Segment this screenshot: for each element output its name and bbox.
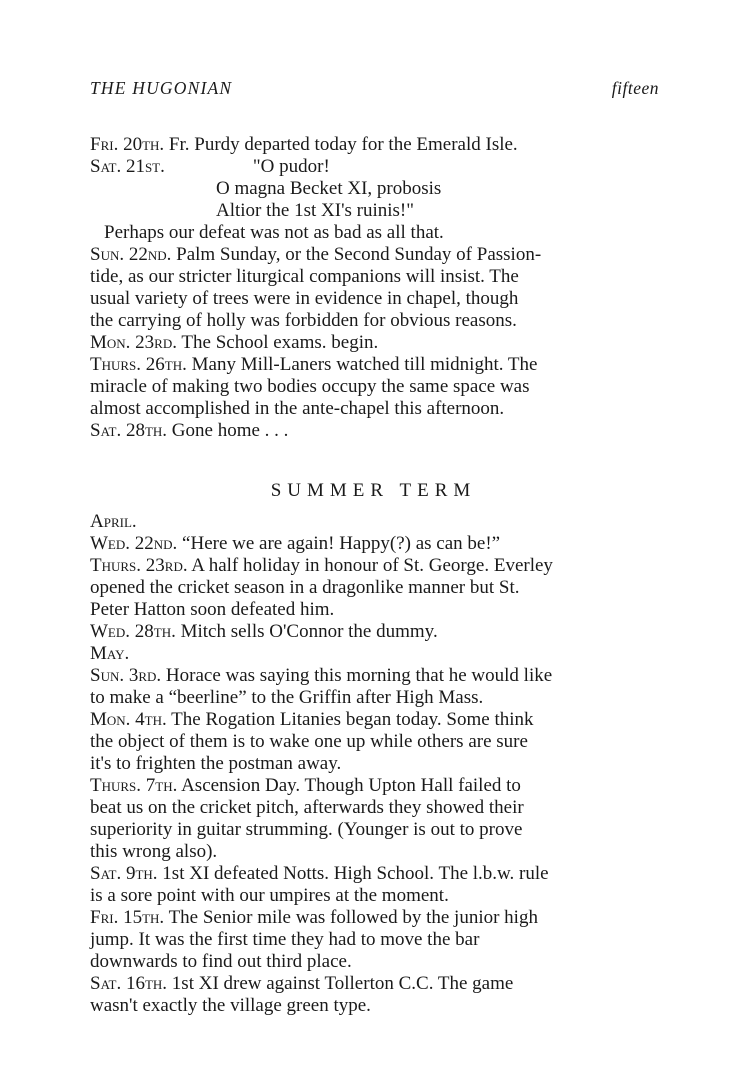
month-heading: May. <box>90 643 130 664</box>
page-number: fifteen <box>611 78 659 98</box>
entry-date: Fri. 15th. <box>90 907 165 928</box>
entry-line: Many Mill-Laners watched till midnight. The <box>191 354 538 375</box>
diary-entry <box>90 907 660 973</box>
diary-entry <box>90 354 660 420</box>
entry-date: Thurs. 23rd. <box>90 555 188 576</box>
entry-date: Sat. 28th. <box>90 420 168 441</box>
diary-summer-section <box>90 511 660 1017</box>
entry-line: usual variety of trees were in evidence in chapel, though <box>90 288 519 309</box>
entry-line: opened the cricket season in a dragonlike manner but St. <box>90 577 520 598</box>
entry-line: to make a “beerline” to the Griffin after High Mass. <box>90 687 484 708</box>
entry-line: Horace was saying this morning that he would like <box>165 665 553 686</box>
entry-date: Wed. 22nd. <box>90 533 178 554</box>
diary-entry <box>90 156 660 178</box>
month-heading: April. <box>90 511 137 532</box>
entry-line: it's to frighten the postman away. <box>90 753 342 774</box>
entry-date: Sat. 9th. <box>90 863 158 884</box>
diary-lent-section <box>90 134 660 442</box>
entry-date: Sat. 16th. <box>90 973 168 994</box>
diary-entry <box>90 709 660 775</box>
entry-line: wasn't exactly the village green type. <box>90 995 371 1016</box>
publication-title: THE HUGONIAN <box>90 78 233 98</box>
entry-line: “Here we are again! Happy(?) as can be!” <box>182 533 501 554</box>
diary-entry <box>90 775 660 863</box>
entry-line: Palm Sunday, or the Second Sunday of Passion- <box>176 244 542 265</box>
diary-entry <box>90 533 660 555</box>
verse-line: Altior the 1st XI's ruinis!" <box>216 200 414 221</box>
entry-date: Sat. 21st. <box>90 156 165 177</box>
diary-entry <box>90 973 660 1017</box>
entry-line: 1st XI defeated Notts. High School. The l.b.w. rule <box>162 863 549 884</box>
diary-entry <box>90 134 660 156</box>
verse-line: O magna Becket XI, probosis <box>216 178 442 199</box>
entry-line: almost accomplished in the ante-chapel this afternoon. <box>90 398 505 419</box>
entry-date: Sun. 3rd. <box>90 665 162 686</box>
diary-entry <box>90 332 660 354</box>
entry-line: tide, as our stricter liturgical companions will insist. The <box>90 266 519 287</box>
entry-line: The School exams. begin. <box>181 332 379 353</box>
entry-line: A half holiday in honour of St. George. Everley <box>191 555 553 576</box>
diary-entry <box>90 244 660 332</box>
entry-text: "O pudor! <box>252 156 330 177</box>
paragraph: Perhaps our defeat was not as bad as all that. <box>104 222 444 243</box>
entry-line: the object of them is to wake one up while others are sure <box>90 731 528 752</box>
entry-date: Mon. 23rd. <box>90 332 177 353</box>
entry-line: beat us on the cricket pitch, afterwards they showed their <box>90 797 524 818</box>
entry-date: Thurs. 7th. <box>90 775 178 796</box>
entry-line: Peter Hatton soon defeated him. <box>90 599 335 620</box>
diary-entry <box>90 665 660 709</box>
entry-line: the carrying of holly was forbidden for obvious reasons. <box>90 310 517 331</box>
diary-entry <box>90 420 660 442</box>
entry-date: Sun. 22nd. <box>90 244 172 265</box>
diary-entry <box>90 555 660 621</box>
entry-line: Ascension Day. Though Upton Hall failed to <box>181 775 521 796</box>
entry-date: Wed. 28th. <box>90 621 176 642</box>
entry-line: miracle of making two bodies occupy the same space was <box>90 376 530 397</box>
entry-line: this wrong also). <box>90 841 218 862</box>
entry-date: Thurs. 26th. <box>90 354 187 375</box>
section-heading: SUMMER TERM <box>270 480 477 501</box>
entry-line: superiority in guitar strumming. (Younger is out to prove <box>90 819 523 840</box>
entry-text: Fr. Purdy departed today for the Emerald Isle. <box>168 134 518 155</box>
entry-line: Gone home . . . <box>171 420 289 441</box>
entry-line: Mitch sells O'Connor the dummy. <box>180 621 438 642</box>
latin-verse <box>90 178 660 222</box>
entry-line: 1st XI drew against Tollerton C.C. The game <box>171 973 514 994</box>
entry-line: The Rogation Litanies began today. Some think <box>171 709 534 730</box>
entry-line: jump. It was the first time they had to move the bar <box>90 929 480 950</box>
entry-line: downwards to find out third place. <box>90 951 352 972</box>
entry-line: The Senior mile was followed by the junior high <box>168 907 538 928</box>
entry-date: Mon. 4th. <box>90 709 167 730</box>
entry-date: Fri. 20th. <box>90 134 165 155</box>
diary-entry <box>90 863 660 907</box>
diary-entry <box>90 621 660 643</box>
entry-line: is a sore point with our umpires at the moment. <box>90 885 449 906</box>
